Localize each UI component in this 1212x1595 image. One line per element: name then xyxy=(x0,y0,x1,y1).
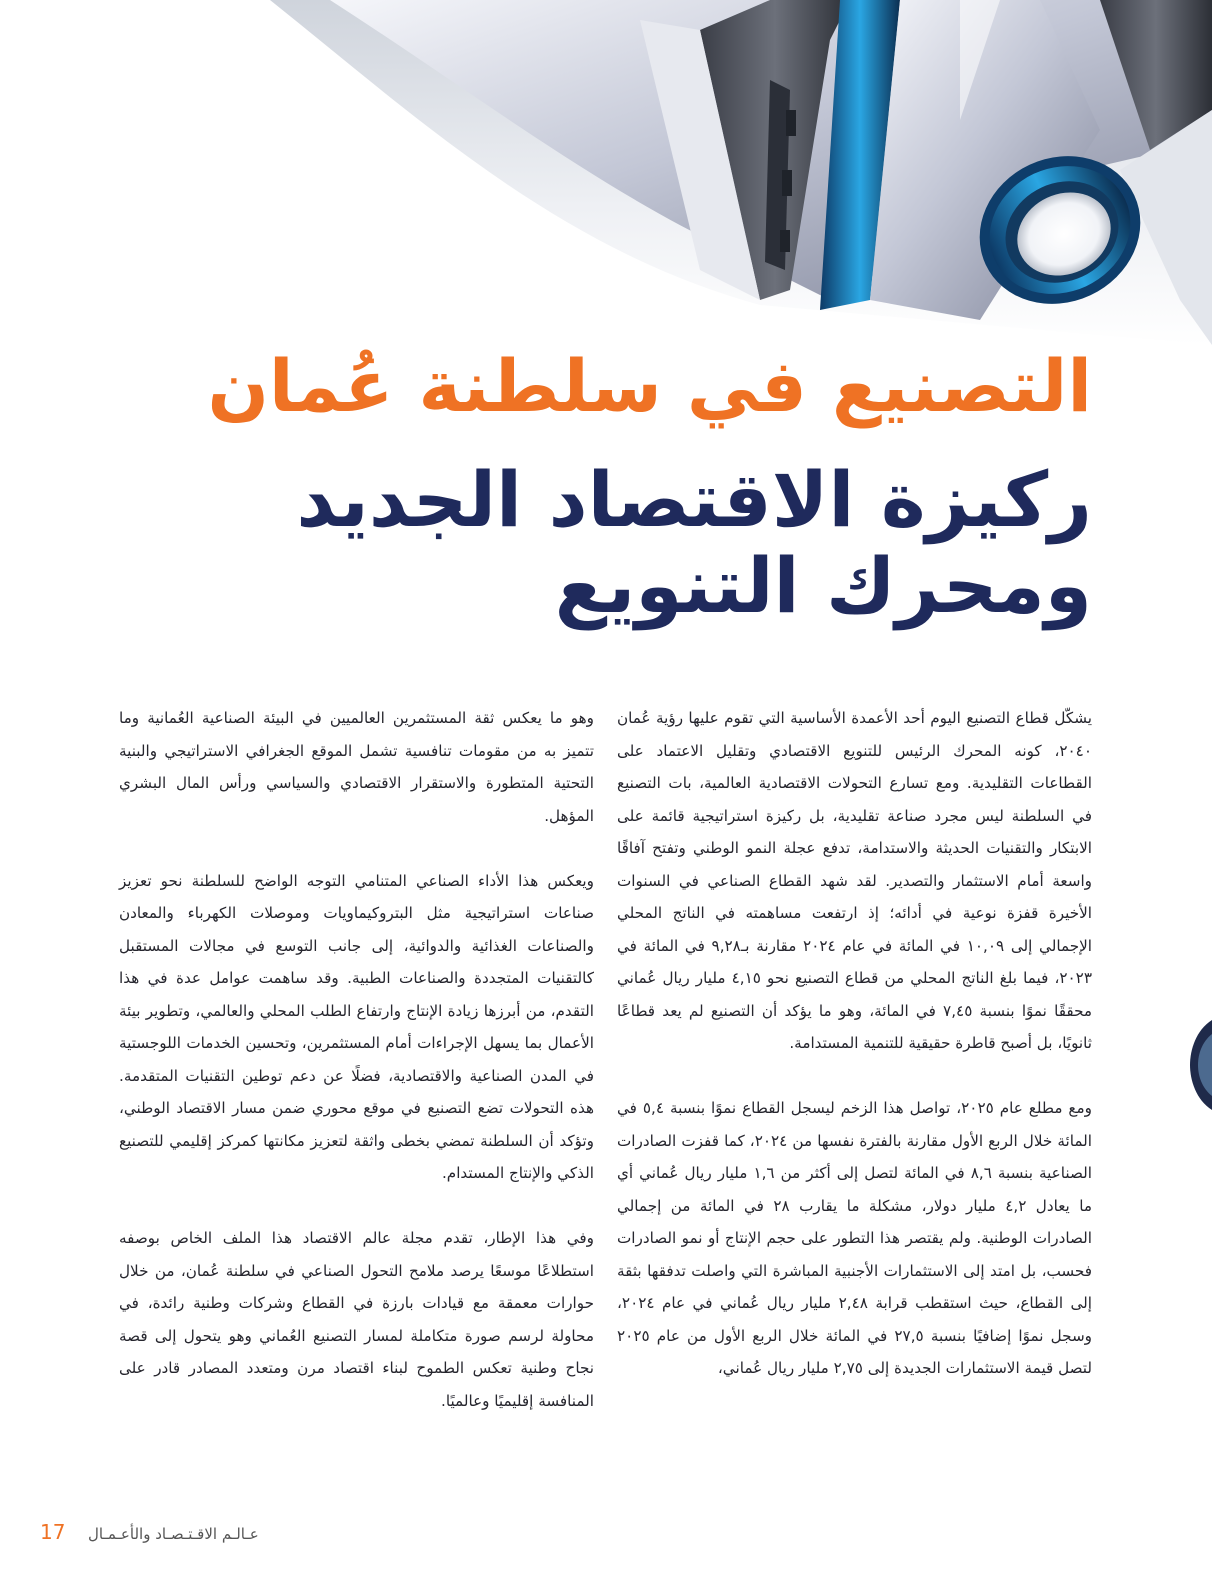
paragraph: يشكّل قطاع التصنيع اليوم أحد الأعمدة الأساسية التي تقوم عليها رؤية عُمان ٢٠٤٠، كونه المحرك الرئيس للتنويع الاقتصادي وتقليل الاعتماد على القطاعات التقليدية. ومع تسارع التحولات الاقتصادية العالمية، بات التصنيع في السلطنة ليس مجرد صناعة تقليدية، بل ركيزة استراتيجية قائمة على الابتكار والتقنيات الحديثة والاستدامة، تدفع عجلة النمو الوطني وتفتح آفاقًا واسعة أمام الاستثمار والتصدير. لقد شهد القطاع الصناعي في السنوات الأخيرة قفزة نوعية في أدائه؛ إذ ارتفعت مساهمته في الناتج المحلي الإجمالي إلى ١٠,٠٩ في المائة في عام ٢٠٢٤ مقارنة بـ٩,٢٨ في المائة في ٢٠٢٣، فيما بلغ الناتج المحلي من قطاع التصنيع نحو ٤,١٥ مليار ريال عُماني محققًا نموًا بنسبة ٧,٤٥ في المائة، وهو ما يؤكد أن التصنيع لم يعد قطاعًا ثانويًا، بل أصبح قاطرة حقيقية للتنمية المستدامة. xyxy=(617,709,1093,1052)
industrial-pipe-illustration xyxy=(0,0,1212,345)
paragraph: ويعكس هذا الأداء الصناعي المتنامي التوجه الواضح للسلطنة نحو تعزيز صناعات استراتيجية مثل البتروكيماويات وموصلات الكهرباء والمعادن والصناعات الغذائية والدوائية، إلى جانب التوسع في مجالات المستقبل كالتقنيات المتجددة والصناعات الطبية. وقد ساهمت عوامل عدة في هذا التقدم، من أبرزها زيادة الإنتاج وارتفاع الطلب المحلي والعالمي، وتطوير بيئة الأعمال بما يسهل الإجراءات أمام المستثمرين، وتحسين الخدمات اللوجستية في المدن الصناعية والاقتصادية، فضلًا عن دعم توطين التقنيات المتقدمة. هذه التحولات تضع التصنيع في موقع محوري ضمن مسار الاقتصاد الوطني، وتؤكد أن السلطنة تمضي بخطى واثقة لتعزيز مكانتها كمركز إقليمي للتصنيع الذكي والإنتاج المستدام. xyxy=(119,871,594,1182)
page-edge-tab xyxy=(1186,1020,1212,1110)
headline-line-1: التصنيع في سلطنة عُمان xyxy=(207,344,1092,428)
article-column-right xyxy=(617,702,1092,1417)
headline-line-2: ركيزة الاقتصاد الجديد xyxy=(296,455,1092,544)
hero-illustration xyxy=(0,0,1212,345)
page-number: 17 xyxy=(40,1520,66,1544)
paragraph: وهو ما يعكس ثقة المستثمرين العالميين في البيئة الصناعية العُمانية وما تتميز به من مقومات تنافسية تشمل الموقع الجغرافي الاستراتيجي والبنية التحتية المتطورة والاستقرار الاقتصادي والسياسي ورأس المال البشري المؤهل. xyxy=(119,709,594,825)
paragraph: وفي هذا الإطار، تقدم مجلة عالم الاقتصاد هذا الملف الخاص بوصفه استطلاعًا موسعًا يرصد ملامح التحول الصناعي في سلطنة عُمان، من خلال حوارات معمقة مع قيادات بارزة في القطاع وشركات وطنية رائدة، في محاولة لرسم صورة متكاملة لمسار التصنيع العُماني وهو يتحول إلى قصة نجاح وطنية تعكس الطموح لبناء اقتصاد مرن ومتعدد المصادر قادر على المنافسة إقليميًا وعالميًا. xyxy=(119,1229,594,1410)
headline-line-3: ومحرك التنويع xyxy=(554,541,1092,630)
paragraph: ومع مطلع عام ٢٠٢٥، تواصل هذا الزخم ليسجل القطاع نموًا بنسبة ٥,٤ في المائة خلال الربع الأول مقارنة بالفترة نفسها من ٢٠٢٤، كما قفزت الصادرات الصناعية بنسبة ٨,٦ في المائة لتصل إلى أكثر من ١,٦ مليار ريال عُماني أي ما يعادل ٤,٢ مليار دولار، مشكلة ما يقارب ٢٨ في المائة من إجمالي الصادرات الوطنية. ولم يقتصر هذا التطور على حجم الإنتاج أو نمو الصادرات فحسب، بل امتد إلى الاستثمارات الأجنبية المباشرة التي واصلت تدفقها بثقة إلى القطاع، حيث استقطب قرابة ٢,٤٨ مليار ريال عُماني في عام ٢٠٢٤، وسجل نموًا إضافيًا بنسبة ٢٧,٥ في المائة خلال الربع الأول من عام ٢٠٢٥ لتصل قيمة الاستثمارات الجديدة إلى ٢,٧٥ مليار ريال عُماني، xyxy=(617,1099,1093,1377)
magazine-name: عـالـم الاقـتـصـاد والأعـمـال xyxy=(88,1525,259,1543)
article-column-left xyxy=(119,702,594,1450)
